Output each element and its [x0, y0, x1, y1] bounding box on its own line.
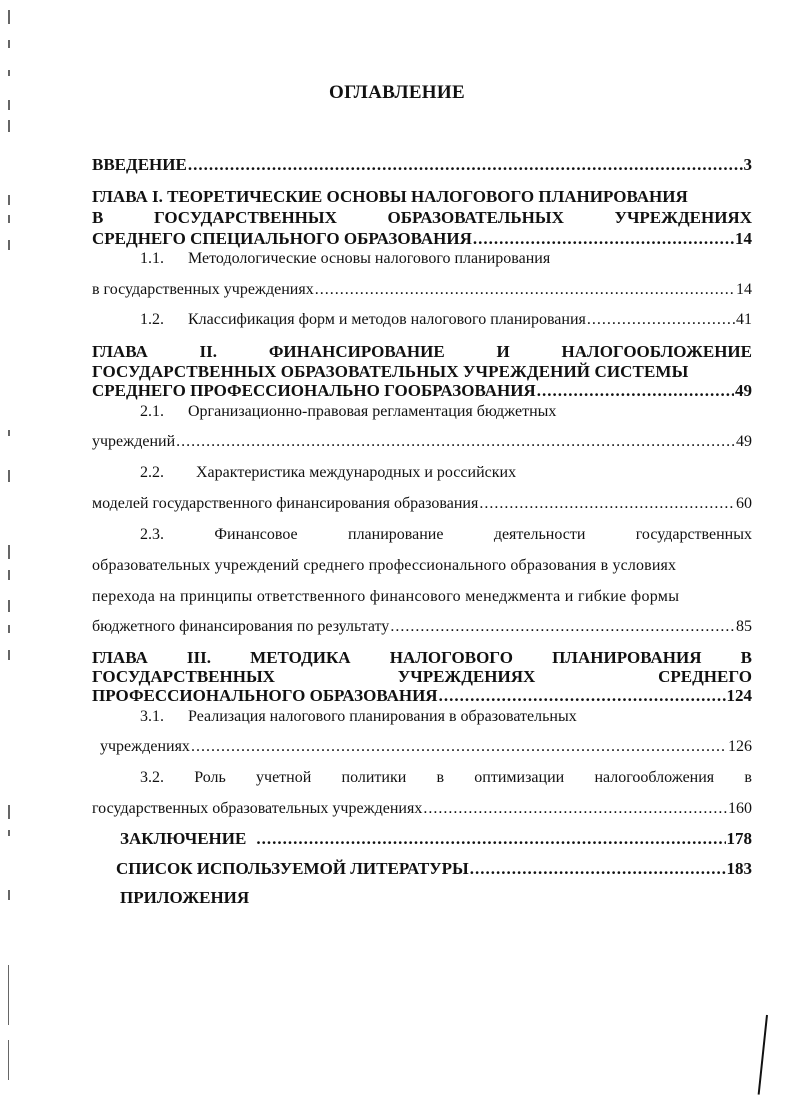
- toc-section-1-1-line2[interactable]: [92, 279, 752, 301]
- toc-chapter-2-line3[interactable]: [92, 380, 752, 402]
- toc-label: СРЕДНЕГО СПЕЦИАЛЬНОГО ОБРАЗОВАНИЯ: [92, 229, 472, 248]
- toc-chapter-1-line3[interactable]: [92, 228, 752, 250]
- toc-page: 183: [726, 859, 752, 878]
- word: государственных: [635, 526, 752, 543]
- word: ГОСУДАРСТВЕННЫХ: [153, 208, 337, 227]
- toc-label: СРЕДНЕГО ПРОФЕССИОНАЛЬНО ГООБРАЗОВАНИЯ: [92, 381, 536, 400]
- word: учетной: [256, 769, 312, 786]
- word: НАЛОГООБЛОЖЕНИЕ: [561, 342, 752, 361]
- pen-stroke-mark: [758, 1015, 768, 1095]
- toc-page: 178: [726, 829, 752, 848]
- word: МЕТОДИКА: [250, 648, 351, 667]
- toc-section-2-2-line1[interactable]: [140, 462, 516, 484]
- dot-leader: [470, 858, 726, 880]
- toc-section-2-1-line2[interactable]: [92, 431, 752, 453]
- dot-leader: [191, 736, 727, 758]
- dot-leader: [479, 493, 735, 515]
- dot-leader: [587, 309, 735, 331]
- word: В: [740, 648, 752, 667]
- toc-entry-appendix[interactable]: ПРИЛОЖЕНИЯ: [120, 888, 250, 907]
- toc-label: учреждений: [92, 433, 176, 450]
- toc-page: 14: [735, 229, 752, 248]
- toc-chapter-1-line2: [92, 207, 752, 229]
- toc-page: 126: [728, 738, 752, 755]
- dot-leader: [188, 154, 743, 176]
- word: ОБРАЗОВАТЕЛЬНЫХ: [387, 208, 564, 227]
- section-title: Характеристика международных и российских: [196, 464, 517, 481]
- toc-section-2-3-line2: образовательных учреждений среднего профессионального образования в условиях: [92, 557, 677, 574]
- toc-chapter-2-line1[interactable]: [92, 341, 752, 363]
- section-number: 1.1.: [140, 250, 164, 267]
- word: НАЛОГОВОГО: [389, 648, 513, 667]
- word: ПЛАНИРОВАНИЯ: [552, 648, 702, 667]
- toc-label: ЗАКЛЮЧЕНИЕ: [120, 829, 247, 848]
- toc-section-2-1-line1[interactable]: [140, 401, 556, 423]
- toc-label: бюджетного финансирования по результату: [92, 618, 390, 635]
- section-number: 1.2.: [140, 311, 164, 328]
- section-title: Методологические основы налогового планирования: [188, 250, 551, 267]
- toc-label: в государственных учреждениях: [92, 281, 314, 298]
- section-title: Реализация налогового планирования в образовательных: [188, 708, 577, 725]
- word: УЧРЕЖДЕНИЯХ: [397, 667, 536, 686]
- dot-leader: [537, 380, 734, 402]
- section-number: 2.1.: [140, 403, 164, 420]
- dot-leader: [256, 828, 725, 850]
- word: 3.2.: [140, 769, 164, 786]
- word: ГЛАВА: [92, 648, 148, 667]
- toc-label: учреждениях: [100, 738, 190, 755]
- toc-label: СПИСОК ИСПОЛЬЗУЕМОЙ ЛИТЕРАТУРЫ: [116, 859, 469, 878]
- toc-section-3-2-line2[interactable]: [92, 798, 752, 820]
- toc-section-1-1-line1[interactable]: [140, 248, 550, 270]
- toc-page: 124: [726, 686, 752, 705]
- toc-section-3-2-line1[interactable]: [140, 767, 752, 789]
- word: в: [744, 769, 752, 786]
- word: в: [436, 769, 445, 786]
- word: оптимизации: [474, 769, 565, 786]
- toc-section-2-3-line1[interactable]: [140, 524, 752, 546]
- toc-page: 160: [728, 800, 752, 817]
- toc-page: 41: [736, 311, 752, 328]
- page-title: ОГЛАВЛЕНИЕ: [329, 82, 465, 103]
- toc-entry-intro[interactable]: [92, 154, 752, 176]
- dot-leader: [473, 228, 734, 250]
- word: планирование: [348, 526, 444, 543]
- scan-margin-marks: [4, 0, 18, 1098]
- toc-section-3-1-line2[interactable]: [100, 736, 752, 758]
- toc-label: ВВЕДЕНИЕ: [92, 155, 187, 174]
- dot-leader: [390, 616, 735, 638]
- toc-page: 14: [736, 281, 752, 298]
- word: III.: [186, 648, 212, 667]
- word: политики: [341, 769, 407, 786]
- toc-entry-conclusion[interactable]: [120, 828, 752, 850]
- toc-section-3-1-line1[interactable]: [140, 706, 577, 728]
- word: СРЕДНЕГО: [658, 667, 752, 686]
- word: налогообложения: [594, 769, 715, 786]
- dot-leader: [176, 431, 735, 453]
- toc-section-2-3-line3: перехода на принципы ответственного финансового менеджмента и гибкие формы: [92, 588, 680, 605]
- dot-leader: [423, 798, 727, 820]
- toc-section-2-3-line4[interactable]: [92, 616, 752, 638]
- toc-label: Классификация форм и методов налогового планирования: [188, 311, 586, 328]
- word: УЧРЕЖДЕНИЯХ: [614, 208, 752, 227]
- section-number: 2.2.: [140, 464, 164, 481]
- toc-section-2-2-line2[interactable]: [92, 493, 752, 515]
- word: деятельности: [493, 526, 586, 543]
- section-title: Организационно-правовая регламентация бюджетных: [188, 403, 557, 420]
- word: ГЛАВА: [92, 342, 148, 361]
- toc-section-1-2[interactable]: [140, 309, 752, 331]
- word: Финансовое: [214, 526, 298, 543]
- toc-page: 49: [736, 433, 752, 450]
- word: II.: [199, 342, 218, 361]
- toc-entry-literature[interactable]: [116, 858, 752, 880]
- toc-chapter-2-line2: ГОСУДАРСТВЕННЫХ ОБРАЗОВАТЕЛЬНЫХ УЧРЕЖДЕНИЙ СИСТЕМЫ: [92, 362, 689, 381]
- dot-leader: [439, 685, 726, 707]
- toc-chapter-1-line1[interactable]: ГЛАВА I. ТЕОРЕТИЧЕСКИЕ ОСНОВЫ НАЛОГОВОГО ПЛАНИРОВАНИЯ: [92, 187, 688, 206]
- word: И: [496, 342, 510, 361]
- toc-page: 85: [736, 618, 752, 635]
- toc-label: моделей государственного финансирования образования: [92, 495, 479, 512]
- word: ГОСУДАРСТВЕННЫХ: [92, 667, 275, 686]
- toc-page: 3: [743, 155, 752, 174]
- section-number: 3.1.: [140, 708, 164, 725]
- word: 2.3.: [140, 526, 164, 543]
- word: ФИНАНСИРОВАНИЕ: [268, 342, 445, 361]
- toc-chapter-3-line3[interactable]: [92, 685, 752, 707]
- toc-page: 49: [735, 381, 752, 400]
- toc-label: ПРОФЕССИОНАЛЬНОГО ОБРАЗОВАНИЯ: [92, 686, 438, 705]
- toc-label: государственных образовательных учреждениях: [92, 800, 423, 817]
- word: В: [92, 208, 104, 227]
- word: Роль: [194, 769, 226, 786]
- dot-leader: [315, 279, 735, 301]
- toc-page: 60: [736, 495, 752, 512]
